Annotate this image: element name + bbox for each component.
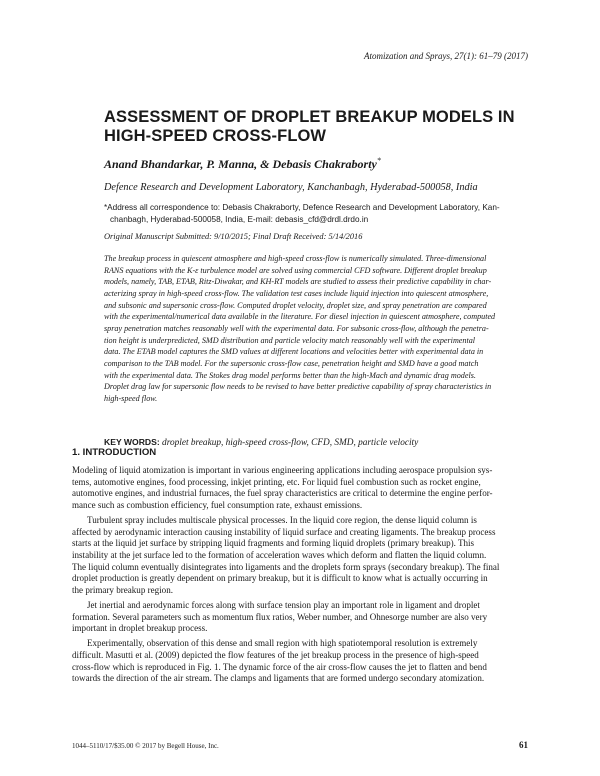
footer-copyright: 1044–5110/17/$35.00 © 2017 by Begell House, Inc. (72, 742, 219, 750)
body-line: starts at the liquid jet surface by stripping liquid fragments and forming liquid droplets (primary breakup). This (72, 538, 475, 549)
author-names: Anand Bhandarkar, P. Manna, & Debasis Chakraborty (104, 157, 377, 171)
body-line: Experimentally, observation of this dense and small region with high spatiotemporal resolution is extremely (87, 638, 478, 649)
body-line: towards the direction of the air stream. The clamps and ligaments that are formed undergo secondary atomization. (72, 673, 485, 684)
body-line: Turbulent spray includes multiscale physical processes. In the liquid core region, the dense liquid column is (87, 515, 477, 525)
body-line: difficult. Masutti et al. (2009) depicted the flow features of the jet breakup process in the presence of high-speed (72, 649, 479, 660)
body-line: formation. Several parameters such as momentum flux ratios, Weber number, and Ohnesorge number are also very (72, 611, 488, 622)
abstract-line: with the experimental data. The Stokes drag model performs better than the high-Mach and dynamic drag models. (104, 370, 476, 380)
body-line: Modeling of liquid atomization is important in various engineering applications including aerospace propulsion sys- (72, 465, 493, 475)
submission-dates: Original Manuscript Submitted: 9/10/2015; Final Draft Received: 5/14/2016 (104, 232, 363, 241)
journal-reference: Atomization and Sprays, 27(1): 61–79 (2017) (364, 51, 528, 61)
keywords-text: droplet breakup, high-speed cross-flow, CFD, SMD, particle velocity (162, 438, 419, 448)
body-line: The liquid column eventually disintegrates into ligaments and the droplets form sprays (secondary breakup). The final (72, 561, 500, 572)
keywords-label: KEY WORDS: (104, 437, 160, 447)
page-number: 61 (519, 740, 528, 750)
abstract-line: high-speed flow. (104, 393, 158, 403)
abstract-line: models, namely, TAB, ETAB, Ritz-Diwakar, and KH-RT models are studied to assess their predictive capability in char- (104, 277, 492, 287)
body-line: automotive engines, and industrial furnaces, the fuel spray characteristics are critical to determine the engine perfor- (72, 488, 493, 499)
abstract-line: data. The ETAB model captures the SMD values at different locations and velocities better with experimental data in (104, 347, 484, 357)
section-heading-introduction: 1. INTRODUCTION (72, 447, 157, 458)
body-line: affected by aerodynamic interaction causing instability of liquid surface and creating ligaments. The breakup process (72, 526, 496, 537)
abstract-line: tion height is underpredicted, SMD distribution and particle velocity match reasonably well with the experimental (104, 335, 476, 345)
body-line: instability at the jet surface led to the formation of acceleration waves which deform and flatten the liquid column. (72, 549, 487, 560)
body-line: the primary breakup region. (72, 584, 173, 595)
correspondence-note (104, 202, 524, 225)
abstract-line: spray penetration matches reasonably well with the experimental data. For subsonic cross-flow, although the penetra- (104, 323, 489, 333)
abstract-line: RANS equations with the K-ε turbulence model are solved using commercial CFD software. Different droplet breakup (104, 265, 487, 275)
correspondence-line: *Address all correspondence to: Debasis Chakraborty, Defence Research and Development Laboratory, Kan- (104, 203, 500, 212)
abstract-line: and subsonic and supersonic cross-flow. Computed droplet velocity, droplet size, and spray penetration are compared (104, 300, 487, 310)
body-line: tems, automotive engines, food processing, inkjet printing, etc. For liquid fuel combustion such as rocket engine, (72, 476, 481, 487)
abstract-line: comparison to the TAB model. For the supersonic cross-flow case, penetration height and SMD have a good match (104, 358, 479, 368)
abstract (104, 253, 529, 405)
body-line: cross-flow which is reproduced in Fig. 1. The dynamic force of the air cross-flow causes the jet to flatten and bend (72, 661, 487, 672)
body-line: important in droplet breakup process. (72, 623, 208, 634)
body-line: mance such as combustion efficiency, fuel consumption rate, exhaust emissions. (72, 499, 363, 510)
body-line: Jet inertial and aerodynamic forces along with surface tension play an important role in ligament and droplet (87, 599, 480, 610)
corresponding-author-marker: * (376, 156, 381, 165)
author-affiliation: Defence Research and Development Laboratory, Kanchanbagh, Hyderabad-500058, India (104, 182, 478, 193)
abstract-line: The breakup process in quiescent atmosphere and high-speed cross-flow is numerically simulated. Three-dimensional (104, 254, 487, 263)
abstract-line: acterizing spray in high-speed cross-flow. The validation test cases include liquid injection into quiescent atmosphere, (104, 288, 489, 298)
author-list (104, 156, 381, 172)
introduction-body (72, 465, 528, 685)
abstract-line: Droplet drag law for supersonic flow needs to be revised to have better predictive capability of spray characteristics in (104, 382, 492, 392)
article-title: ASSESSMENT OF DROPLET BREAKUP MODELS IN HIGH-SPEED CROSS-FLOW (104, 108, 515, 145)
abstract-line: with the experimental/numerical data available in the literature. For diesel injection in quiescent atmosphere, computed (104, 312, 496, 322)
body-line: droplet production is greatly dependent on primary breakup, but it is difficult to know what is actually occurring in (72, 573, 488, 584)
correspondence-line: chanbagh, Hyderabad-500058, India, E-mail: debasis_cfd@drdl.drdo.in (110, 214, 369, 224)
